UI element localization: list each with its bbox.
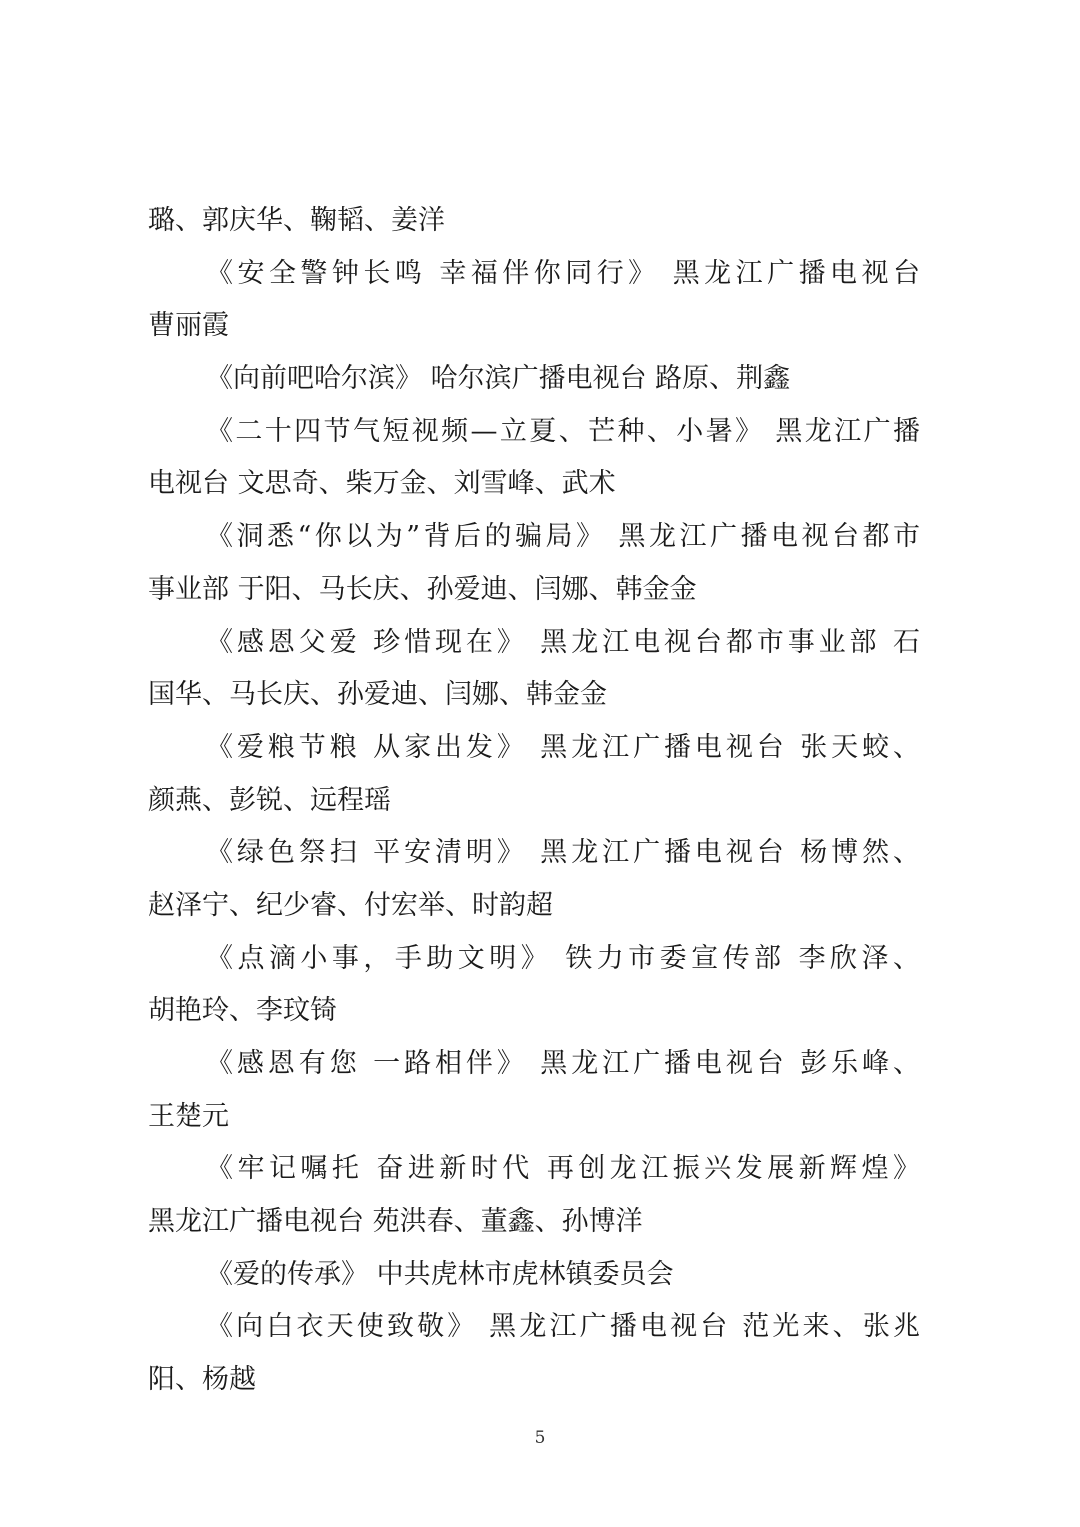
list-line: 国华、马长庆、孙爱迪、闫娜、韩金金 xyxy=(148,679,607,711)
list-line: 赵泽宁、纪少睿、付宏举、时韵超 xyxy=(148,889,553,921)
page-number: 5 xyxy=(534,1428,546,1448)
list-line: 《爱粮节粮 从家出发》 黑龙江广播电视台 张天蛟、 xyxy=(206,731,920,763)
list-line: 《点滴小事，手助文明》 铁力市委宣传部 李欣泽、 xyxy=(206,942,920,974)
list-line: 曹丽霞 xyxy=(148,310,229,342)
list-line: 事业部 于阳、马长庆、孙爱迪、闫娜、韩金金 xyxy=(148,573,697,605)
award-list xyxy=(148,195,920,1407)
list-line: 颜燕、彭锐、远程瑶 xyxy=(148,784,391,816)
list-line: 阳、杨越 xyxy=(148,1364,256,1396)
list-line: 《向前吧哈尔滨》 哈尔滨广播电视台 路原、荆鑫 xyxy=(206,363,791,395)
list-line: 《感恩父爱 珍惜现在》 黑龙江电视台都市事业部 石 xyxy=(206,626,920,658)
list-line: 《二十四节气短视频—立夏、芒种、小暑》 黑龙江广播 xyxy=(206,415,920,447)
list-line: 黑龙江广播电视台 苑洪春、董鑫、孙博洋 xyxy=(148,1206,643,1238)
list-line: 《爱的传承》 中共虎林市虎林镇委员会 xyxy=(206,1258,674,1290)
list-line: 《感恩有您 一路相伴》 黑龙江广播电视台 彭乐峰、 xyxy=(206,1048,920,1079)
list-line: 《向白衣天使致敬》 黑龙江广播电视台 范光来、张兆 xyxy=(206,1311,920,1343)
list-line: 璐、郭庆华、鞠韬、姜洋 xyxy=(148,205,445,236)
list-line: 《牢记嘱托 奋进新时代 再创龙江振兴发展新辉煌》 xyxy=(206,1153,920,1185)
list-line: 电视台 文思奇、柴万金、刘雪峰、武术 xyxy=(148,468,616,500)
list-line: 《绿色祭扫 平安清明》 黑龙江广播电视台 杨博然、 xyxy=(206,837,920,869)
list-line: 《安全警钟长鸣 幸福伴你同行》 黑龙江广播电视台 xyxy=(206,257,920,289)
list-line: 《洞悉“你以为”背后的骗局》 黑龙江广播电视台都市 xyxy=(206,521,920,553)
list-line: 王楚元 xyxy=(148,1100,229,1132)
list-line: 胡艳玲、李玟锜 xyxy=(148,995,337,1027)
